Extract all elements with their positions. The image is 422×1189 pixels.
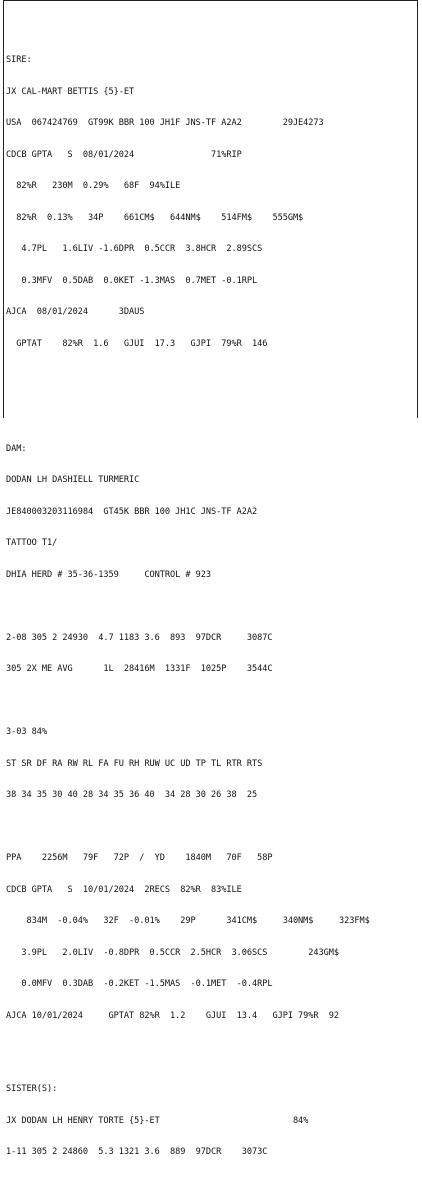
dam-blank-1 — [6, 601, 370, 612]
dam-me-average: 305 2X ME AVG 1L 28416M 1331F 1025P 3544C — [6, 664, 273, 674]
dam-production-row: 834M -0.04% 32F -0.01% 29P 341CM$ 340NM$ 323FM$ — [6, 916, 370, 926]
sister-lactation-record: 1-11 305 2 24860 5.3 1321 3.6 889 97DCR 3073C — [6, 1147, 268, 1157]
dam-heading: DAM: — [6, 443, 27, 454]
dam-type-traits-header: ST SR DF RA RW RL FA FU RH RUW UC UD TP TL RTR RTS — [6, 758, 263, 769]
dam-type-traits-values: 38 34 35 30 40 28 34 35 36 40 34 28 30 26 38 25 — [6, 790, 258, 800]
dam-ppa: PPA 2256M 79F 72P / YD 1840M 70F 58P — [6, 853, 273, 863]
dam-section — [6, 423, 370, 1043]
dam-health-row: 3.9PL 2.0LIV -0.8DPR 0.5CCR 2.5HCR 3.06SCS 243GM$ — [6, 947, 340, 958]
sire-name: JX CAL-MART BETTIS {5}-ET — [6, 86, 135, 97]
dam-tattoo: TATTOO T1/ — [6, 538, 58, 548]
sire-ajca: AJCA 08/01/2024 3DAUS — [6, 307, 145, 317]
dam-registration: JE840003203116984 GT45K BBR 100 JH1C JNS-TF A2A2 — [6, 506, 258, 517]
sire-gptat: GPTAT 82%R 1.6 GJUI 17.3 GJPI 79%R 146 — [6, 338, 268, 349]
dam-classification: 3-03 84% — [6, 727, 47, 737]
dam-health-row-2: 0.0MFV 0.3DAB -0.2KET -1.5MAS -0.1MET -0.4RPL — [6, 979, 273, 989]
sire-health-row: 4.7PL 1.6LIV -1.6DPR 0.5CCR 3.8HCR 2.89SCS — [6, 244, 263, 254]
sister-name: JX DODAN LH HENRY TORTE {5}-ET 84% — [6, 1115, 309, 1126]
sire-production-row: 82%R 230M 0.29% 68F 94%ILE — [6, 181, 181, 191]
pedigree-text — [6, 13, 370, 1189]
sire-index-row: 82%R 0.13% 34P 661CM$ 644NM$ 514FM$ 555GM$ — [6, 212, 304, 223]
dam-blank-2 — [6, 696, 370, 707]
dam-blank-3 — [6, 822, 370, 833]
dam-cdcb-gpta: CDCB GPTA S 10/01/2024 2RECS 82%R 83%ILE — [6, 884, 242, 895]
sire-heading: SIRE: — [6, 55, 32, 65]
dam-lactation-record: 2-08 305 2 24930 4.7 1183 3.6 893 97DCR 3087C — [6, 632, 273, 643]
spacer — [6, 391, 370, 402]
sisters-section — [6, 1063, 370, 1179]
sisters-heading: SISTER(S): — [6, 1084, 58, 1094]
sire-section — [6, 34, 370, 370]
dam-name: DODAN LH DASHIELL TURMERIC — [6, 475, 140, 485]
dam-ajca: AJCA 10/01/2024 GPTAT 82%R 1.2 GJUI 13.4 GJPI 79%R 92 — [6, 1010, 340, 1021]
sire-registration: USA 067424769 GT99K BBR 100 JH1F JNS-TF A2A2 29JE4273 — [6, 118, 324, 128]
dam-herd: DHIA HERD # 35-36-1359 CONTROL # 923 — [6, 569, 211, 580]
sire-health-row-2: 0.3MFV 0.5DAB 0.0KET -1.3MAS 0.7MET -0.1RPL — [6, 275, 258, 286]
sire-cdcb-gpta: CDCB GPTA S 08/01/2024 71%RIP — [6, 149, 242, 160]
